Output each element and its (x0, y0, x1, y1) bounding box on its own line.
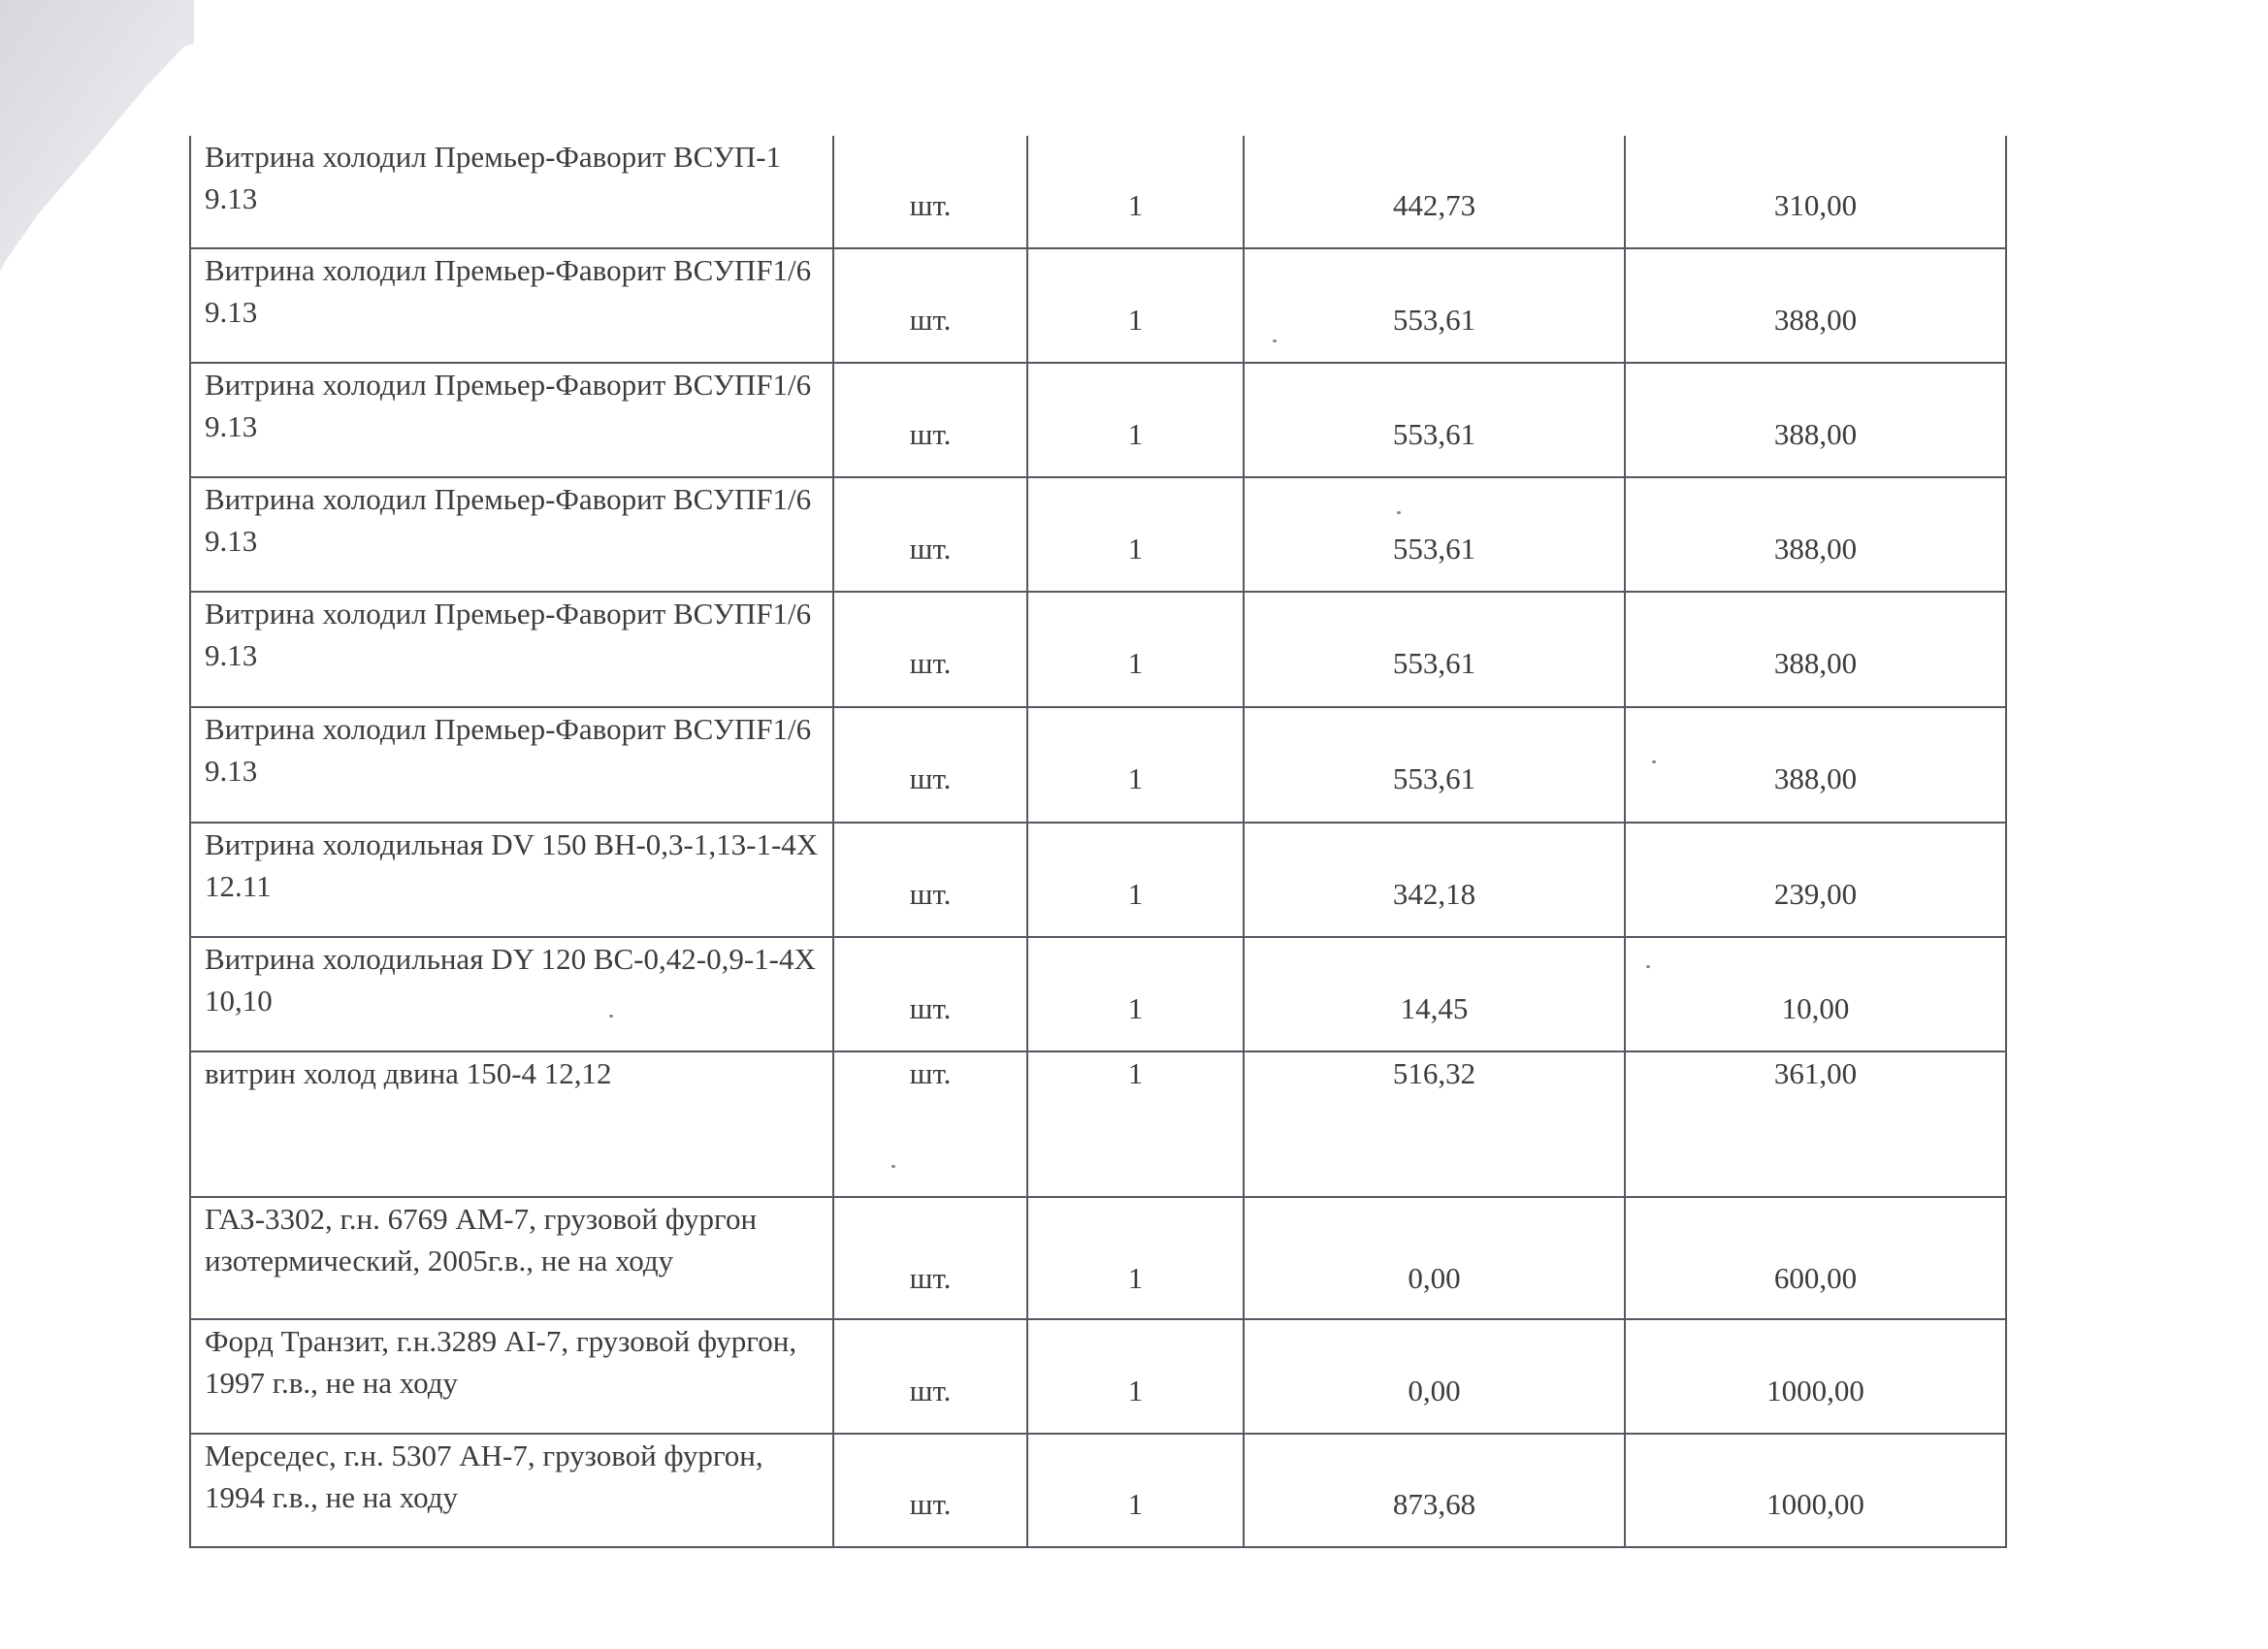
table-row (190, 592, 2006, 707)
unit-cell: шт. (833, 363, 1027, 477)
unit-cell: шт. (833, 1051, 1027, 1197)
book-value-cell: 516,32 (1244, 1051, 1625, 1197)
table-row (190, 937, 2006, 1051)
table-row (190, 363, 2006, 477)
quantity-cell: 1 (1027, 477, 1244, 592)
unit-cell: шт. (833, 707, 1027, 823)
book-value-cell: 553,61 (1244, 707, 1625, 823)
quantity-cell: 1 (1027, 937, 1244, 1051)
assessed-value-cell: 10,00 (1625, 937, 2006, 1051)
book-value-cell: 0,00 (1244, 1319, 1625, 1434)
unit-cell: шт. (833, 477, 1027, 592)
assessed-value-cell: 361,00 (1625, 1051, 2006, 1197)
item-name-cell: Витрина холодильная DV 150 ВН-0,3-1,13-1-4Х 12.11 (190, 823, 833, 937)
table-row (190, 1197, 2006, 1319)
item-name-cell: витрин холод двина 150-4 12,12 (190, 1051, 833, 1197)
table-row (190, 823, 2006, 937)
book-value-cell: 553,61 (1244, 592, 1625, 707)
item-name-cell: Витрина холодил Премьер-Фаворит ВСУП-1 9.13 (190, 136, 833, 248)
assessed-value-cell: 239,00 (1625, 823, 2006, 937)
unit-cell: шт. (833, 1197, 1027, 1319)
book-value-cell: 553,61 (1244, 248, 1625, 363)
table-row (190, 1319, 2006, 1434)
book-value-cell: 342,18 (1244, 823, 1625, 937)
quantity-cell: 1 (1027, 136, 1244, 248)
scan-speck (1273, 340, 1277, 342)
assessed-value-cell: 1000,00 (1625, 1319, 2006, 1434)
item-name-cell: Витрина холодил Премьер-Фаворит ВСУПF1/6 9.13 (190, 477, 833, 592)
item-name-cell: Мерседес, г.н. 5307 АН-7, грузовой фургон, 1994 г.в., не на ходу (190, 1434, 833, 1547)
unit-cell: шт. (833, 1434, 1027, 1547)
scan-fold-shadow (0, 0, 213, 320)
item-name-cell: Витрина холодил Премьер-Фаворит ВСУПF1/6 9.13 (190, 592, 833, 707)
table-row (190, 136, 2006, 248)
quantity-cell: 1 (1027, 248, 1244, 363)
assessed-value-cell: 388,00 (1625, 707, 2006, 823)
quantity-cell: 1 (1027, 1051, 1244, 1197)
book-value-cell: 553,61 (1244, 477, 1625, 592)
book-value-cell: 0,00 (1244, 1197, 1625, 1319)
scan-speck (609, 1015, 613, 1018)
quantity-cell: 1 (1027, 1197, 1244, 1319)
book-value-cell: 553,61 (1244, 363, 1625, 477)
unit-cell: шт. (833, 136, 1027, 248)
unit-cell: шт. (833, 937, 1027, 1051)
item-name-cell: Витрина холодильная DY 120 ВС-0,42-0,9-1-4Х 10,10 (190, 937, 833, 1051)
quantity-cell: 1 (1027, 707, 1244, 823)
assessed-value-cell: 388,00 (1625, 477, 2006, 592)
unit-cell: шт. (833, 823, 1027, 937)
table-row (190, 1051, 2006, 1197)
book-value-cell: 14,45 (1244, 937, 1625, 1051)
quantity-cell: 1 (1027, 363, 1244, 477)
book-value-cell: 873,68 (1244, 1434, 1625, 1547)
assessed-value-cell: 388,00 (1625, 363, 2006, 477)
assessed-value-cell: 388,00 (1625, 248, 2006, 363)
assessed-value-cell: 1000,00 (1625, 1434, 2006, 1547)
table-row (190, 248, 2006, 363)
scan-speck (891, 1165, 895, 1168)
unit-cell: шт. (833, 1319, 1027, 1434)
book-value-cell: 442,73 (1244, 136, 1625, 248)
item-name-cell: Витрина холодил Премьер-Фаворит ВСУПF1/6 9.13 (190, 363, 833, 477)
scan-speck (1652, 760, 1656, 763)
inventory-table-container (189, 136, 2005, 1548)
scan-speck (1397, 511, 1401, 514)
quantity-cell: 1 (1027, 823, 1244, 937)
assessed-value-cell: 388,00 (1625, 592, 2006, 707)
item-name-cell: Форд Транзит, г.н.3289 АI-7, грузовой фургон, 1997 г.в., не на ходу (190, 1319, 833, 1434)
quantity-cell: 1 (1027, 1319, 1244, 1434)
table-row (190, 707, 2006, 823)
unit-cell: шт. (833, 592, 1027, 707)
quantity-cell: 1 (1027, 592, 1244, 707)
scan-speck (1646, 965, 1650, 968)
table-row (190, 1434, 2006, 1547)
inventory-table (189, 136, 2007, 1548)
item-name-cell: Витрина холодил Премьер-Фаворит ВСУПF1/6 9.13 (190, 707, 833, 823)
item-name-cell: ГАЗ-3302, г.н. 6769 АМ-7, грузовой фургон изотермический, 2005г.в., не на ходу (190, 1197, 833, 1319)
item-name-cell: Витрина холодил Премьер-Фаворит ВСУПF1/6 9.13 (190, 248, 833, 363)
unit-cell: шт. (833, 248, 1027, 363)
assessed-value-cell: 600,00 (1625, 1197, 2006, 1319)
assessed-value-cell: 310,00 (1625, 136, 2006, 248)
quantity-cell: 1 (1027, 1434, 1244, 1547)
table-row (190, 477, 2006, 592)
